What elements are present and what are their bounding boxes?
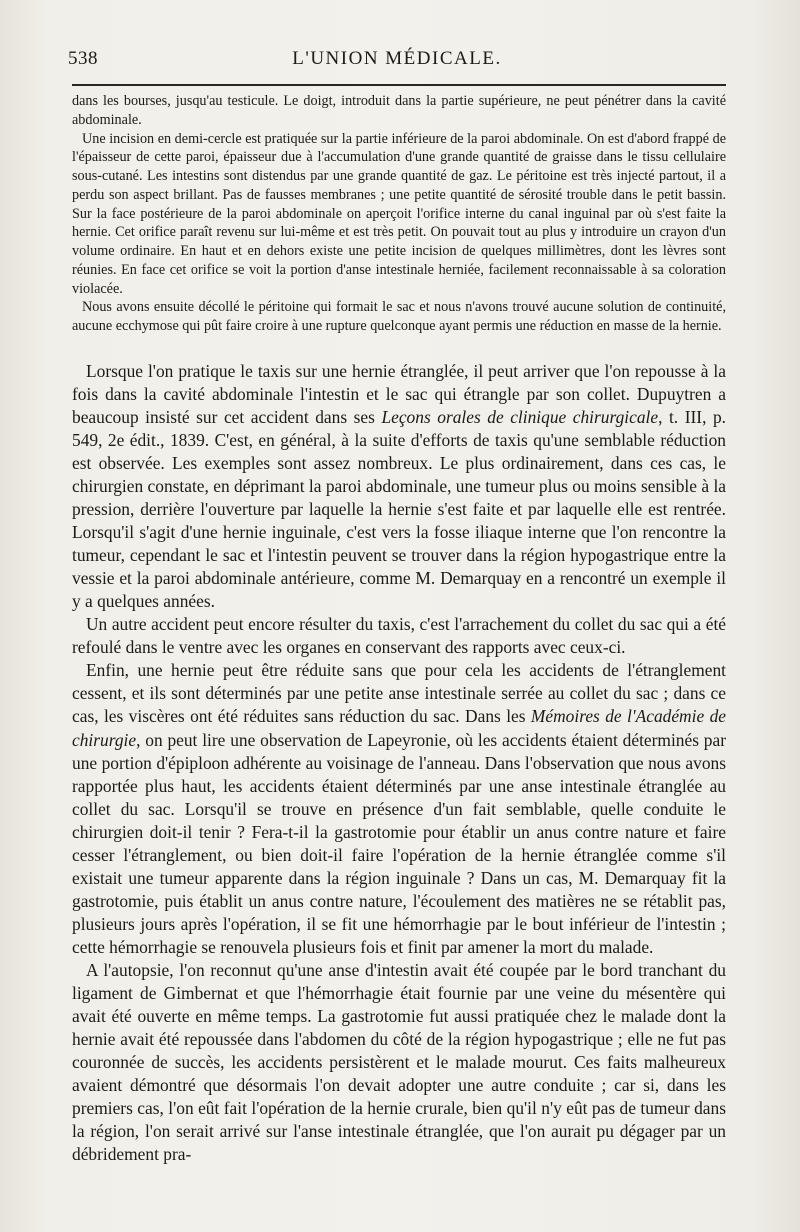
commentary-paragraph-1 (72, 360, 726, 614)
commentary-section (72, 360, 726, 1167)
header-rule (72, 84, 726, 86)
paragraph-text: Enfin, une hernie peut être réduite sans que pour cela les accidents de l'étranglement cessent, et ils sont déterminés par une petite anse intestinale serrée au collet du sac ; dans ce cas, les viscères ont été réduites sans réduction du sac. Dans les (72, 660, 726, 727)
book-title: Leçons orales de clinique chirurgicale (381, 406, 659, 427)
paragraph-text: , t. III, p. 549, 2e édit., 1839. C'est, en général, à la suite d'efforts de taxis qu'une semblable réduction est observée. Les exemples sont assez nombreux. Le plus ordinairement, dans ces cas, le chirurgien constate, en déprimant la paroi abdominale, une tumeur plus ou moins sensible à la pression, derrière l'ouverture par laquelle la hernie s'est faite et par laquelle elle est rentrée. Lorsqu'il s'agit d'une hernie inguinale, c'est vers la fosse iliaque interne que l'on rencontre la tumeur, cependant le sac et l'intestin peuvent se trouver dans la région hypogastrique entre la vessie et la paroi abdominale antérieure, comme M. Demarquay en a rencontré un exemple il y a quelques années. (72, 406, 726, 612)
case-paragraph-3: Nous avons ensuite décollé le péritoine qui formait le sac et nous n'avons trouvé aucune solution de continuité, aucune ecchymose qui pût faire croire à une rupture quelconque ayant permis une réduction en masse de la hernie. (72, 299, 726, 334)
case-paragraph-1: dans les bourses, jusqu'au testicule. Le doigt, introduit dans la partie supérieure, ne peut pénétrer dans la cavité abdominale. (72, 93, 726, 128)
paragraph-text: Lorsque l'on pratique le taxis sur une hernie étranglée, il peut arriver que l'on repousse à la fois dans la cavité abdominale l'intestin et le sac qui étrangle par son collet. Dupuytren a beaucoup insisté sur cet accident dans ses (72, 360, 726, 427)
case-report-section (72, 92, 726, 336)
page-number: 538 (68, 48, 98, 69)
paragraph-text: , on peut lire une observation de Lapeyronie, où les accidents étaient déterminés par une portion d'épiploon adhérente au voisinage de l'anneau. Dans l'observation que nous avons rapportée plus haut, les accidents étaient déterminés par une anse intestinale étranglée au collet du sac. Lorsqu'il se trouve en présence d'un fait semblable, quelle conduite le chirurgien doit-il tenir ? Fera-t-il la gastrotomie pour établir un anus contre nature et faire cesser l'étranglement, ou bien doit-il faire l'opération de la hernie étranglée comme s'il existait une tumeur apparente dans la région inguinale ? Dans un cas, M. Demarquay fit la gastrotomie, puis établit un anus contre nature, l'écoulement des matières ne se rétablit pas, plusieurs jours après l'opération, il se fit une hémorrhagie par le bout inférieur de l'intestin ; cette hémorrhagie se renouvela plusieurs fois et finit par amener la mort du malade. (72, 729, 726, 957)
article-body (72, 92, 726, 1166)
commentary-paragraph-2: Un autre accident peut encore résulter du taxis, c'est l'arrachement du collet du sac qui a été refoulé dans le ventre avec les organes en conservant des rapports avec ceux-ci. (72, 614, 726, 658)
page-header (68, 46, 726, 76)
commentary-paragraph-3 (72, 659, 726, 959)
running-title: L'UNION MÉDICALE. (292, 48, 502, 69)
book-title: Mémoires de l'Académie de chirurgie (72, 706, 726, 750)
commentary-paragraph-4: A l'autopsie, l'on reconnut qu'une anse d'intestin avait été coupée par le bord tranchant du ligament de Gimbernat et que l'hémorrhagie était fournie par une veine du mésentère qui avait été ouverte en même temps. La gastrotomie fut aussi pratiquée chez le malade dont la hernie avait été repoussée dans l'abdomen du côté de la région hypogastrique ; elle ne fut pas couronnée de succès, les accidents persistèrent et le malade mourut. Ces faits malheureux avaient démontré que désormais l'on devait adopter une autre conduite ; car si, dans les premiers cas, l'on eût fait l'opération de la hernie crurale, bien qu'il n'y eût pas de tumeur dans la région, l'on serait arrivé sur l'anse intestinale étranglée, que l'on aurait pu dégager par un débridement pra- (72, 959, 726, 1165)
case-paragraph-2: Une incision en demi-cercle est pratiquée sur la partie inférieure de la paroi abdominale. On est d'abord frappé de l'épaisseur de cette paroi, épaisseur due à l'accumulation d'une grande quantité de graisse dans le tissu cellulaire sous-cutané. Les intestins sont distendus par une grande quantité de gaz. Le péritoine est très injecté partout, il a perdu son aspect brillant. Pas de fausses membranes ; une petite quantité de sérosité trouble dans le petit bassin. Sur la face postérieure de la paroi abdominale on aperçoit l'orifice interne du canal inguinal par où s'est faite la hernie. Cet orifice paraît revenu sur lui-même et est très petit. On pouvait tout au plus y introduire un crayon d'un volume ordinaire. En haut et en dehors existe une petite incision de quelques millimètres, dont les lèvres sont réunies. En face cet orifice se voit la portion d'anse intestinale herniée, facilement reconnaissable à sa coloration violacée. (72, 130, 726, 297)
